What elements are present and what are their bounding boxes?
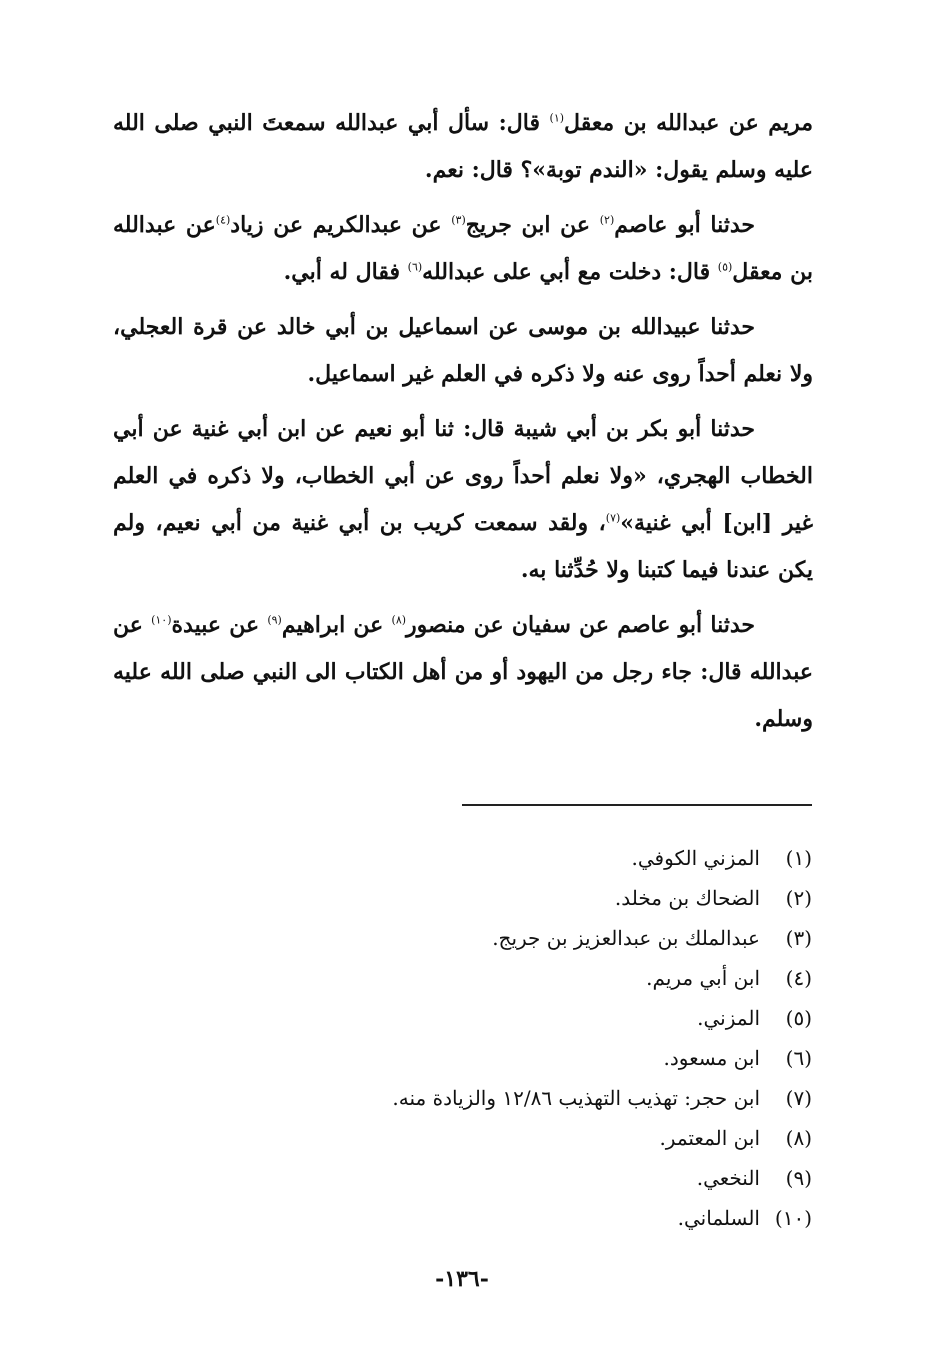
paragraph-text: عن عبدالله قال: جاء رجل من اليهود أو من أهل الكتاب الى النبي صلى الله عليه وسلم. <box>113 612 813 732</box>
footnotes-list <box>292 838 812 1238</box>
paragraph-text: قال: دخلت مع أبي على عبدالله <box>422 259 718 285</box>
paragraph-text: عن عبدالله بن معقل <box>113 212 813 285</box>
footnote-ref: (٧) <box>605 511 621 525</box>
footnote-ref: (١٠) <box>151 613 172 627</box>
footnote-text: الضحاك بن مخلد. <box>614 886 760 910</box>
paragraph-text: ، ولقد سمعت كريب بن أبي غنية من أبي نعيم، ولم يكن عندنا فيما كتبنا ولا حُدِّثنا به. <box>113 510 813 583</box>
paragraph-4 <box>113 406 813 594</box>
footnote-number: (٣) <box>785 926 812 950</box>
paragraph-text: عن ابن جريج <box>465 212 600 238</box>
footnote-text: عبدالملك بن عبدالعزيز بن جريج. <box>492 926 760 950</box>
paragraph-text: عن ابراهيم <box>281 612 392 638</box>
footnote-number: (٧) <box>785 1086 812 1110</box>
footnote-text: ابن أبي مريم. <box>646 966 760 990</box>
paragraph-text: حدثنا أبو عاصم عن سفيان عن منصور <box>406 612 755 638</box>
footnote-text: ابن مسعود. <box>663 1046 760 1070</box>
paragraph-2 <box>113 202 813 296</box>
footnote-item <box>292 998 812 1038</box>
paragraph-text: عن عبدالكريم عن زياد <box>230 212 452 238</box>
page-number: -١٣٦- <box>435 1266 489 1292</box>
footnote-item <box>292 1198 812 1238</box>
footnote-number: (٤) <box>785 966 812 990</box>
footnote-number: (١٠) <box>774 1206 812 1230</box>
footnote-ref: (٦) <box>407 260 423 274</box>
paragraph-text: حدثنا أبو عاصم <box>614 212 755 238</box>
footnote-text: السلماني. <box>677 1206 760 1230</box>
footnote-item <box>292 838 812 878</box>
paragraph-text: قال: سأل أبي عبدالله سمعتَ النبي صلى الله عليه وسلم يقول: «الندم توبة»؟ قال: نعم. <box>113 110 813 183</box>
footnote-item <box>292 1038 812 1078</box>
paragraph-text: حدثنا أبو بكر بن أبي شيبة قال: ثنا أبو نعيم عن ابن أبي غنية عن أبي الخطاب الهجري، «ولا نعلم أحداً روى عن أبي الخطاب، ولا ذكره في العلم غير [ابن] أبي غنية» <box>113 416 813 536</box>
footnote-number: (٦) <box>785 1046 812 1070</box>
footnote-item <box>292 1118 812 1158</box>
footnote-number: (٨) <box>785 1126 812 1150</box>
footnote-item <box>292 1078 812 1118</box>
footnote-separator <box>462 804 812 806</box>
main-text <box>113 100 813 751</box>
footnote-number: (١) <box>785 846 812 870</box>
footnote-ref: (٨) <box>391 613 407 627</box>
footnote-item <box>292 918 812 958</box>
paragraph-5 <box>113 602 813 743</box>
footnote-ref: (٥) <box>717 260 733 274</box>
paragraph-1 <box>113 100 813 194</box>
paragraph-text: حدثنا عبيدالله بن موسى عن اسماعيل بن أبي خالد عن قرة العجلي، ولا نعلم أحداً روى عنه ولا ذكره في العلم غير اسماعيل. <box>113 314 813 387</box>
paragraph-text: فقال له أبي. <box>283 259 408 285</box>
footnote-item <box>292 878 812 918</box>
footnote-ref: (٤) <box>215 213 231 227</box>
paragraph-text: مريم عن عبدالله بن معقل <box>564 110 813 136</box>
footnote-number: (٢) <box>785 886 812 910</box>
footnote-text: ابن حجر: تهذيب التهذيب ١٢/٨٦ والزيادة منه. <box>392 1086 760 1110</box>
footnote-text: المزني. <box>697 1006 760 1030</box>
footnote-item <box>292 958 812 998</box>
footnote-text: المزني الكوفي. <box>631 846 760 870</box>
footnote-ref: (١) <box>549 111 565 125</box>
footnote-text: ابن المعتمر. <box>659 1126 760 1150</box>
footnote-number: (٩) <box>785 1166 812 1190</box>
footnote-ref: (٩) <box>267 613 282 627</box>
footnote-text: النخعي. <box>696 1166 760 1190</box>
footnote-item <box>292 1158 812 1198</box>
footnote-ref: (٢) <box>599 213 615 227</box>
paragraph-text: عن عبيدة <box>171 612 268 638</box>
paragraph-3 <box>113 304 813 398</box>
footnote-number: (٥) <box>785 1006 812 1030</box>
footnote-ref: (٣) <box>451 213 466 227</box>
